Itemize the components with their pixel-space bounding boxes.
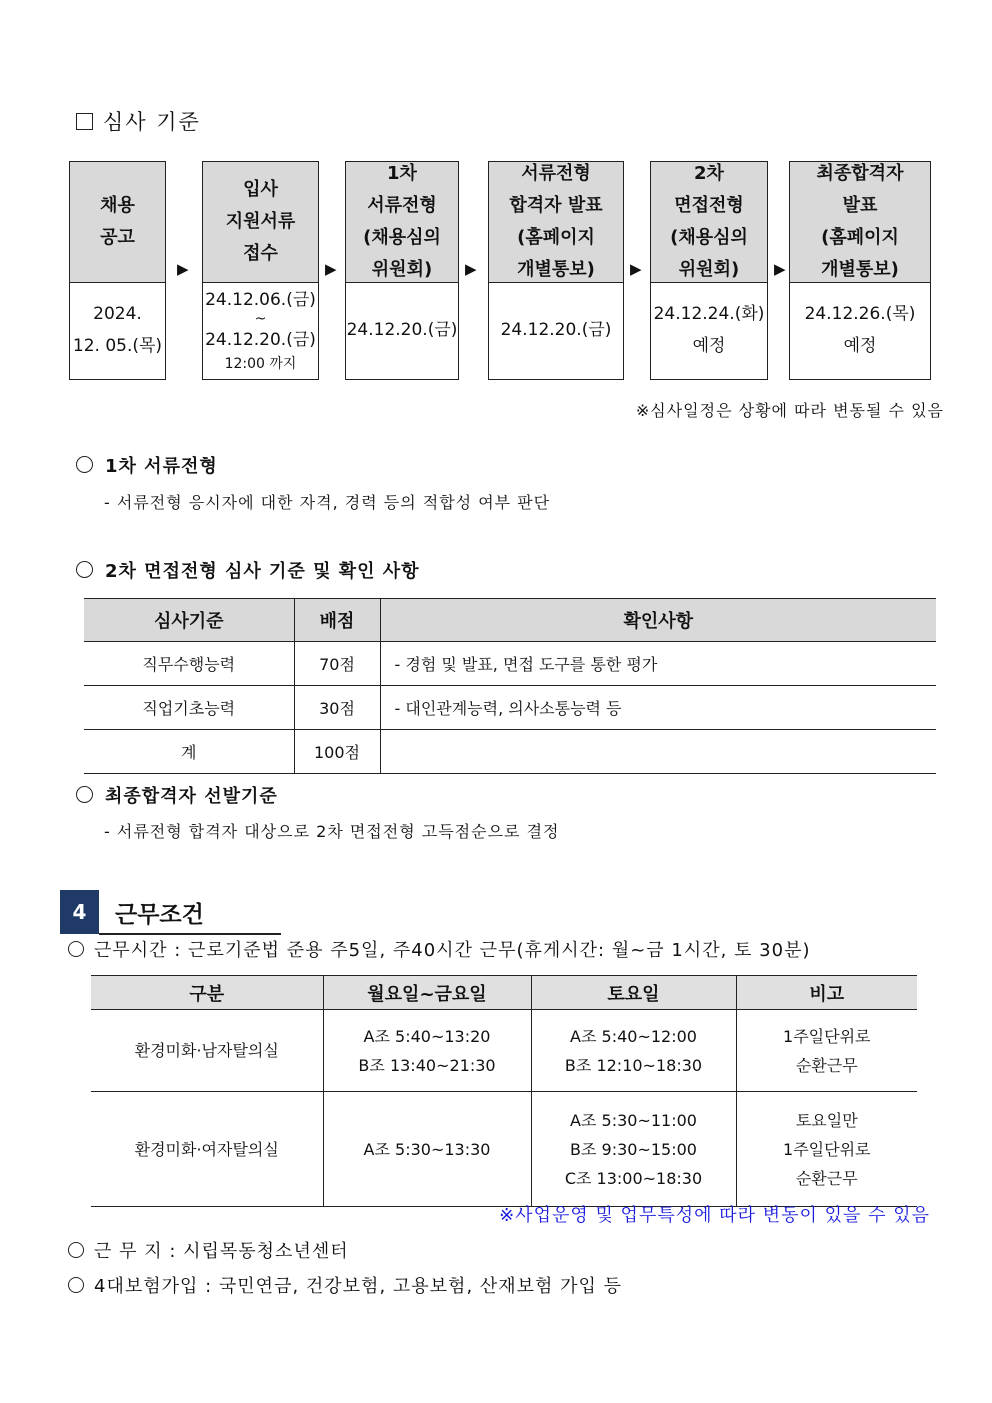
- table-row: [84, 642, 936, 686]
- section-number: 4: [60, 890, 99, 934]
- interview-title: 2차 면접전형 심사 기준 및 확인 사항: [76, 557, 420, 583]
- cell-saturday: [531, 1092, 736, 1207]
- cell-saturday: [531, 1010, 736, 1092]
- work-schedule-table: [91, 975, 917, 1207]
- circle-bullet-icon: [76, 456, 93, 473]
- header-note: 비고: [736, 976, 917, 1010]
- cell-type: 환경미화·여자탈의실: [91, 1092, 323, 1207]
- cell-type: 환경미화·남자탈의실: [91, 1010, 323, 1092]
- circle-bullet-icon: [68, 1242, 84, 1258]
- arrow-icon: ▶: [630, 260, 642, 278]
- cell-check: - 경험 및 발표, 면접 도구를 통한 평가: [380, 642, 936, 686]
- checkbox-icon: [76, 113, 93, 130]
- cell-score: 100점: [294, 730, 380, 774]
- step-tilde: ~: [254, 311, 267, 327]
- note-line: 토요일만: [795, 1110, 858, 1130]
- cell-weekday: [323, 1010, 531, 1092]
- shift-line: A조 5:40~12:00: [570, 1026, 697, 1046]
- header-type: 구분: [91, 976, 323, 1010]
- circle-bullet-icon: [76, 786, 93, 803]
- step-date: 12. 05.(목): [72, 336, 163, 356]
- circle-bullet-icon: [76, 561, 93, 578]
- step-date: 예정: [692, 336, 726, 356]
- cell-criteria: 직업기초능력: [84, 686, 294, 730]
- workplace: 근 무 지 : 시립목동청소년센터: [68, 1237, 349, 1263]
- doc-review-title: 1차 서류전형: [76, 452, 218, 478]
- step-date: 24.12.06.(금): [205, 290, 316, 310]
- shift-line: A조 5:40~13:20: [363, 1026, 491, 1046]
- cell-note: [736, 1092, 917, 1207]
- cell-weekday: [323, 1092, 531, 1207]
- table-header-row: [91, 976, 917, 1010]
- note-line: 순환근무: [795, 1168, 858, 1188]
- shift-line: B조 9:30~15:00: [570, 1139, 697, 1159]
- step-date: 24.12.20.(금): [346, 320, 458, 340]
- table-header-row: [84, 599, 936, 642]
- shift-line: A조 5:30~11:00: [570, 1110, 697, 1130]
- step-date: 2024.: [93, 304, 142, 324]
- cell-score: 70점: [294, 642, 380, 686]
- header-criteria: 심사기준: [84, 599, 294, 642]
- step-head: 입사 지원서류 접수: [203, 162, 318, 283]
- step-interview: [650, 161, 768, 380]
- step-head: 1차 서류전형 (채용심의 위원회): [346, 162, 458, 283]
- shift-line: A조 5:30~13:30: [363, 1139, 491, 1159]
- step-head: 채용 공고: [70, 162, 165, 283]
- insurance: 4대보험가입 : 국민연금, 건강보험, 고용보험, 산재보험 가입 등: [68, 1272, 622, 1298]
- arrow-icon: ▶: [465, 260, 477, 278]
- work-hours: 근무시간 : 근로기준법 준용 주5일, 주40시간 근무(휴게시간: 월~금 1시간, 토 30분): [68, 936, 811, 962]
- circle-bullet-icon: [68, 1277, 84, 1293]
- table-note: ※사업운영 및 업무특성에 따라 변동이 있을 수 있음: [499, 1205, 930, 1226]
- note-line: 순환근무: [795, 1055, 858, 1075]
- step-head: 최종합격자 발표 (홈페이지 개별통보): [790, 162, 930, 283]
- step-head: 2차 면접전형 (채용심의 위원회): [651, 162, 767, 283]
- step-deadline: 12:00 까지: [224, 356, 297, 372]
- schedule-note: ※심사일정은 상황에 따라 변동될 수 있음: [635, 401, 944, 420]
- shift-line: B조 12:10~18:30: [564, 1055, 703, 1075]
- step-date: 24.12.20.(금): [500, 320, 612, 340]
- table-row: [91, 1092, 917, 1207]
- cell-check: [380, 730, 936, 774]
- final-title: 최종합격자 선발기준: [76, 782, 278, 808]
- step-date: 24.12.24.(화): [653, 304, 765, 324]
- header-check: 확인사항: [380, 599, 936, 642]
- section-title: 심사 기준: [76, 106, 201, 136]
- step-date: 24.12.20.(금): [205, 330, 316, 350]
- header-weekday: 월요일~금요일: [323, 976, 531, 1010]
- note-line: 1주일단위로: [783, 1139, 871, 1159]
- arrow-icon: ▶: [177, 260, 189, 278]
- arrow-icon: ▶: [325, 260, 337, 278]
- step-head: 서류전형 합격자 발표 (홈페이지 개별통보): [489, 162, 623, 283]
- step-date: 24.12.26.(목): [804, 304, 916, 324]
- doc-review-desc: - 서류전형 응시자에 대한 자격, 경력 등의 적합성 여부 판단: [104, 493, 551, 512]
- cell-check: - 대인관계능력, 의사소통능력 등: [380, 686, 936, 730]
- header-saturday: 토요일: [531, 976, 736, 1010]
- note-line: 1주일단위로: [783, 1026, 871, 1046]
- step-recruit-notice: [69, 161, 166, 380]
- heading-underline: [99, 933, 281, 935]
- shift-line: C조 13:00~18:30: [564, 1168, 703, 1188]
- table-row: [84, 686, 936, 730]
- shift-line: B조 13:40~21:30: [358, 1055, 496, 1075]
- final-desc: - 서류전형 합격자 대상으로 2차 면접전형 고득점순으로 결정: [104, 822, 560, 841]
- interview-criteria-table: [84, 598, 936, 774]
- cell-criteria: 계: [84, 730, 294, 774]
- step-application: [202, 161, 319, 380]
- header-score: 배점: [294, 599, 380, 642]
- circle-bullet-icon: [68, 941, 84, 957]
- step-doc-review: [345, 161, 459, 380]
- step-doc-result: [488, 161, 624, 380]
- arrow-icon: ▶: [774, 260, 786, 278]
- cell-criteria: 직무수행능력: [84, 642, 294, 686]
- cell-note: [736, 1010, 917, 1092]
- cell-score: 30점: [294, 686, 380, 730]
- step-date: 예정: [843, 336, 877, 356]
- section4-title: 근무조건: [115, 902, 204, 928]
- table-row: [84, 730, 936, 774]
- step-final-result: [789, 161, 931, 380]
- table-row: [91, 1010, 917, 1092]
